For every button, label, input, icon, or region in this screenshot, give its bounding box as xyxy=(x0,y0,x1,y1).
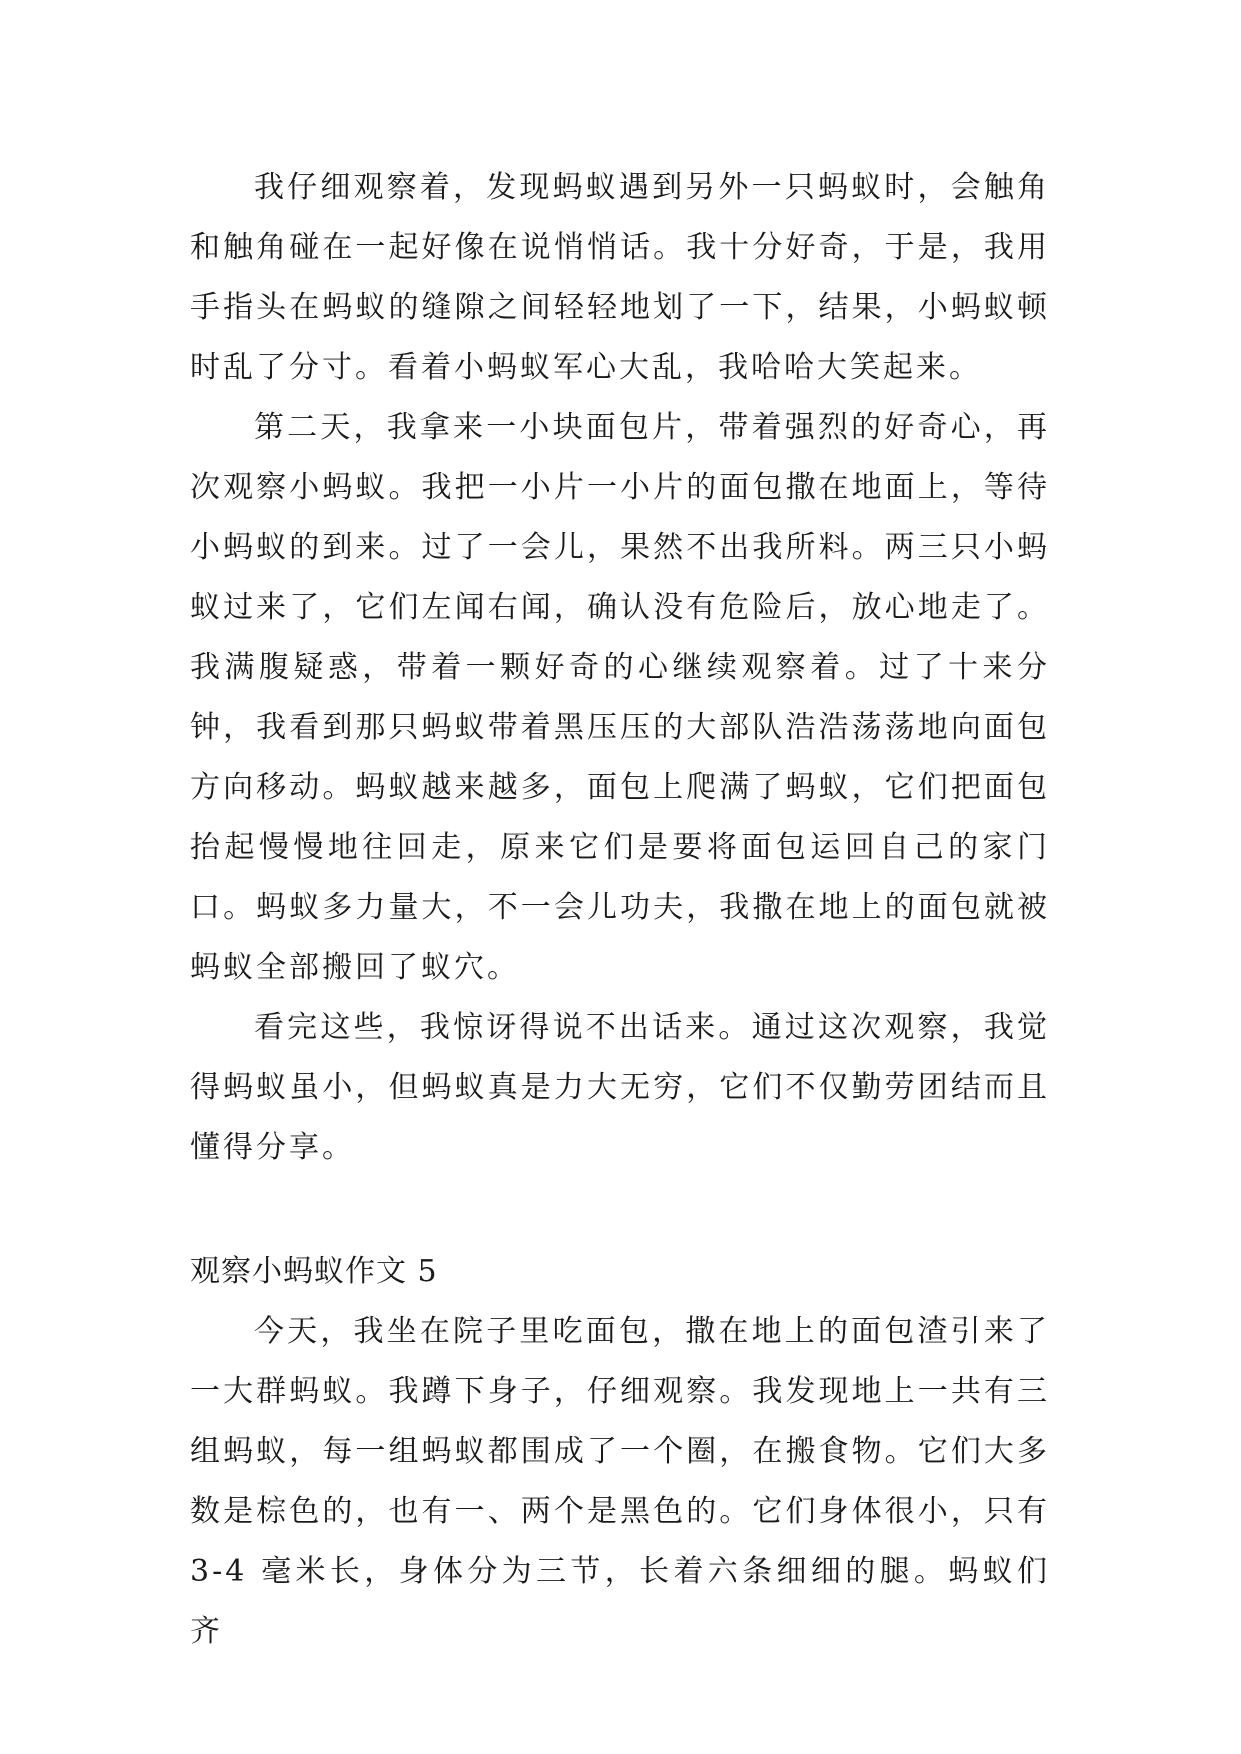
paragraph-conclusion: 看完这些，我惊讶得说不出话来。通过这次观察，我觉得蚂蚁虽小，但蚂蚁真是力大无穷，它们不仅勤劳团结而且懂得分享。 xyxy=(190,1010,1050,1165)
paragraph-observe-antennae: 我仔细观察着，发现蚂蚁遇到另外一只蚂蚁时，会触角和触角碰在一起好像在说悄悄话。我十分好奇，于是，我用手指头在蚂蚁的缝隙之间轻轻地划了一下，结果，小蚂蚁顿时乱了分寸。看着小蚂蚁军心大乱，我哈哈大笑起来。 xyxy=(190,170,1050,385)
paragraph-second-day: 第二天，我拿来一小块面包片，带着强烈的好奇心，再次观察小蚂蚁。我把一小片一小片的面包撒在地面上，等待小蚂蚁的到来。过了一会儿，果然不出我所料。两三只小蚂蚁过来了，它们左闻右闻，确认没有危险后，放心地走了。我满腹疑惑，带着一颗好奇的心继续观察着。过了十来分钟，我看到那只蚂蚁带着黑压压的大部队浩浩荡荡地向面包方向移动。蚂蚁越来越多，面包上爬满了蚂蚁，它们把面包抬起慢慢地往回走，原来它们是要将面包运回自己的家门口。蚂蚁多力量大，不一会儿功夫，我撒在地上的面包就被蚂蚁全部搬回了蚁穴。 xyxy=(190,410,1050,985)
document-page xyxy=(190,158,1050,1662)
section-gap xyxy=(190,1178,1050,1242)
paragraph-today: 今天，我坐在院子里吃面包，撒在地上的面包渣引来了一大群蚂蚁。我蹲下身子，仔细观察。我发现地上一共有三组蚂蚁，每一组蚂蚁都围成了一个圈，在搬食物。它们大多数是棕色的，也有一、两个是黑色的。它们身体很小，只有 3-4 毫米长，身体分为三节，长着六条细细的腿。蚂蚁们齐 xyxy=(190,1314,1050,1649)
section-title: 观察小蚂蚁作文 5 xyxy=(190,1254,438,1289)
